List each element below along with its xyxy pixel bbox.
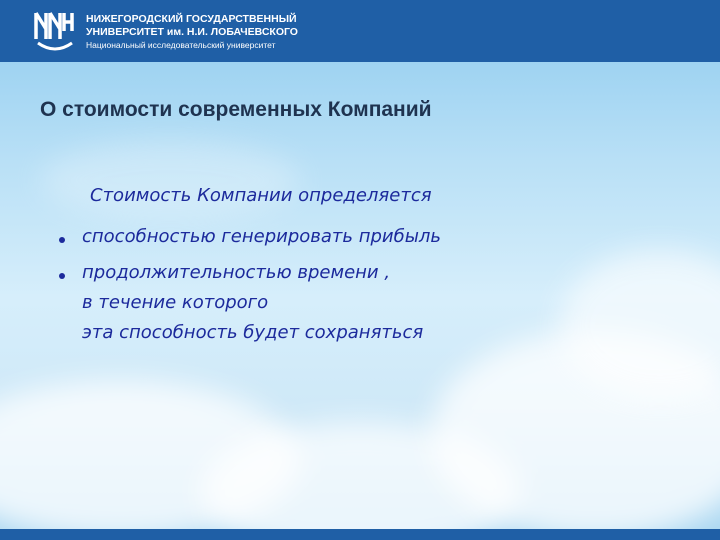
cloud-decoration bbox=[40, 140, 300, 220]
university-name-line1: НИЖЕГОРОДСКИЙ ГОСУДАРСТВЕННЫЙ bbox=[86, 13, 297, 25]
university-logo-icon bbox=[32, 9, 78, 53]
university-subtitle: Национальный исследовательский университет bbox=[86, 40, 276, 50]
header-bar bbox=[0, 0, 720, 62]
footer-bar bbox=[0, 529, 720, 540]
bullet-icon bbox=[59, 273, 65, 279]
bullet-item-continuation: в течение которого bbox=[82, 292, 269, 313]
bullet-item-continuation: эта способность будет сохраняться bbox=[82, 322, 424, 343]
bullet-item: способностью генерировать прибыль bbox=[82, 226, 442, 247]
slide-title: О стоимости современных Компаний bbox=[40, 98, 432, 121]
bullet-icon bbox=[59, 237, 65, 243]
bullet-item: продолжительностью времени , bbox=[82, 262, 391, 283]
lead-text: Стоимость Компании определяется bbox=[90, 185, 432, 206]
university-name-line2: УНИВЕРСИТЕТ им. Н.И. ЛОБАЧЕВСКОГО bbox=[86, 26, 298, 38]
